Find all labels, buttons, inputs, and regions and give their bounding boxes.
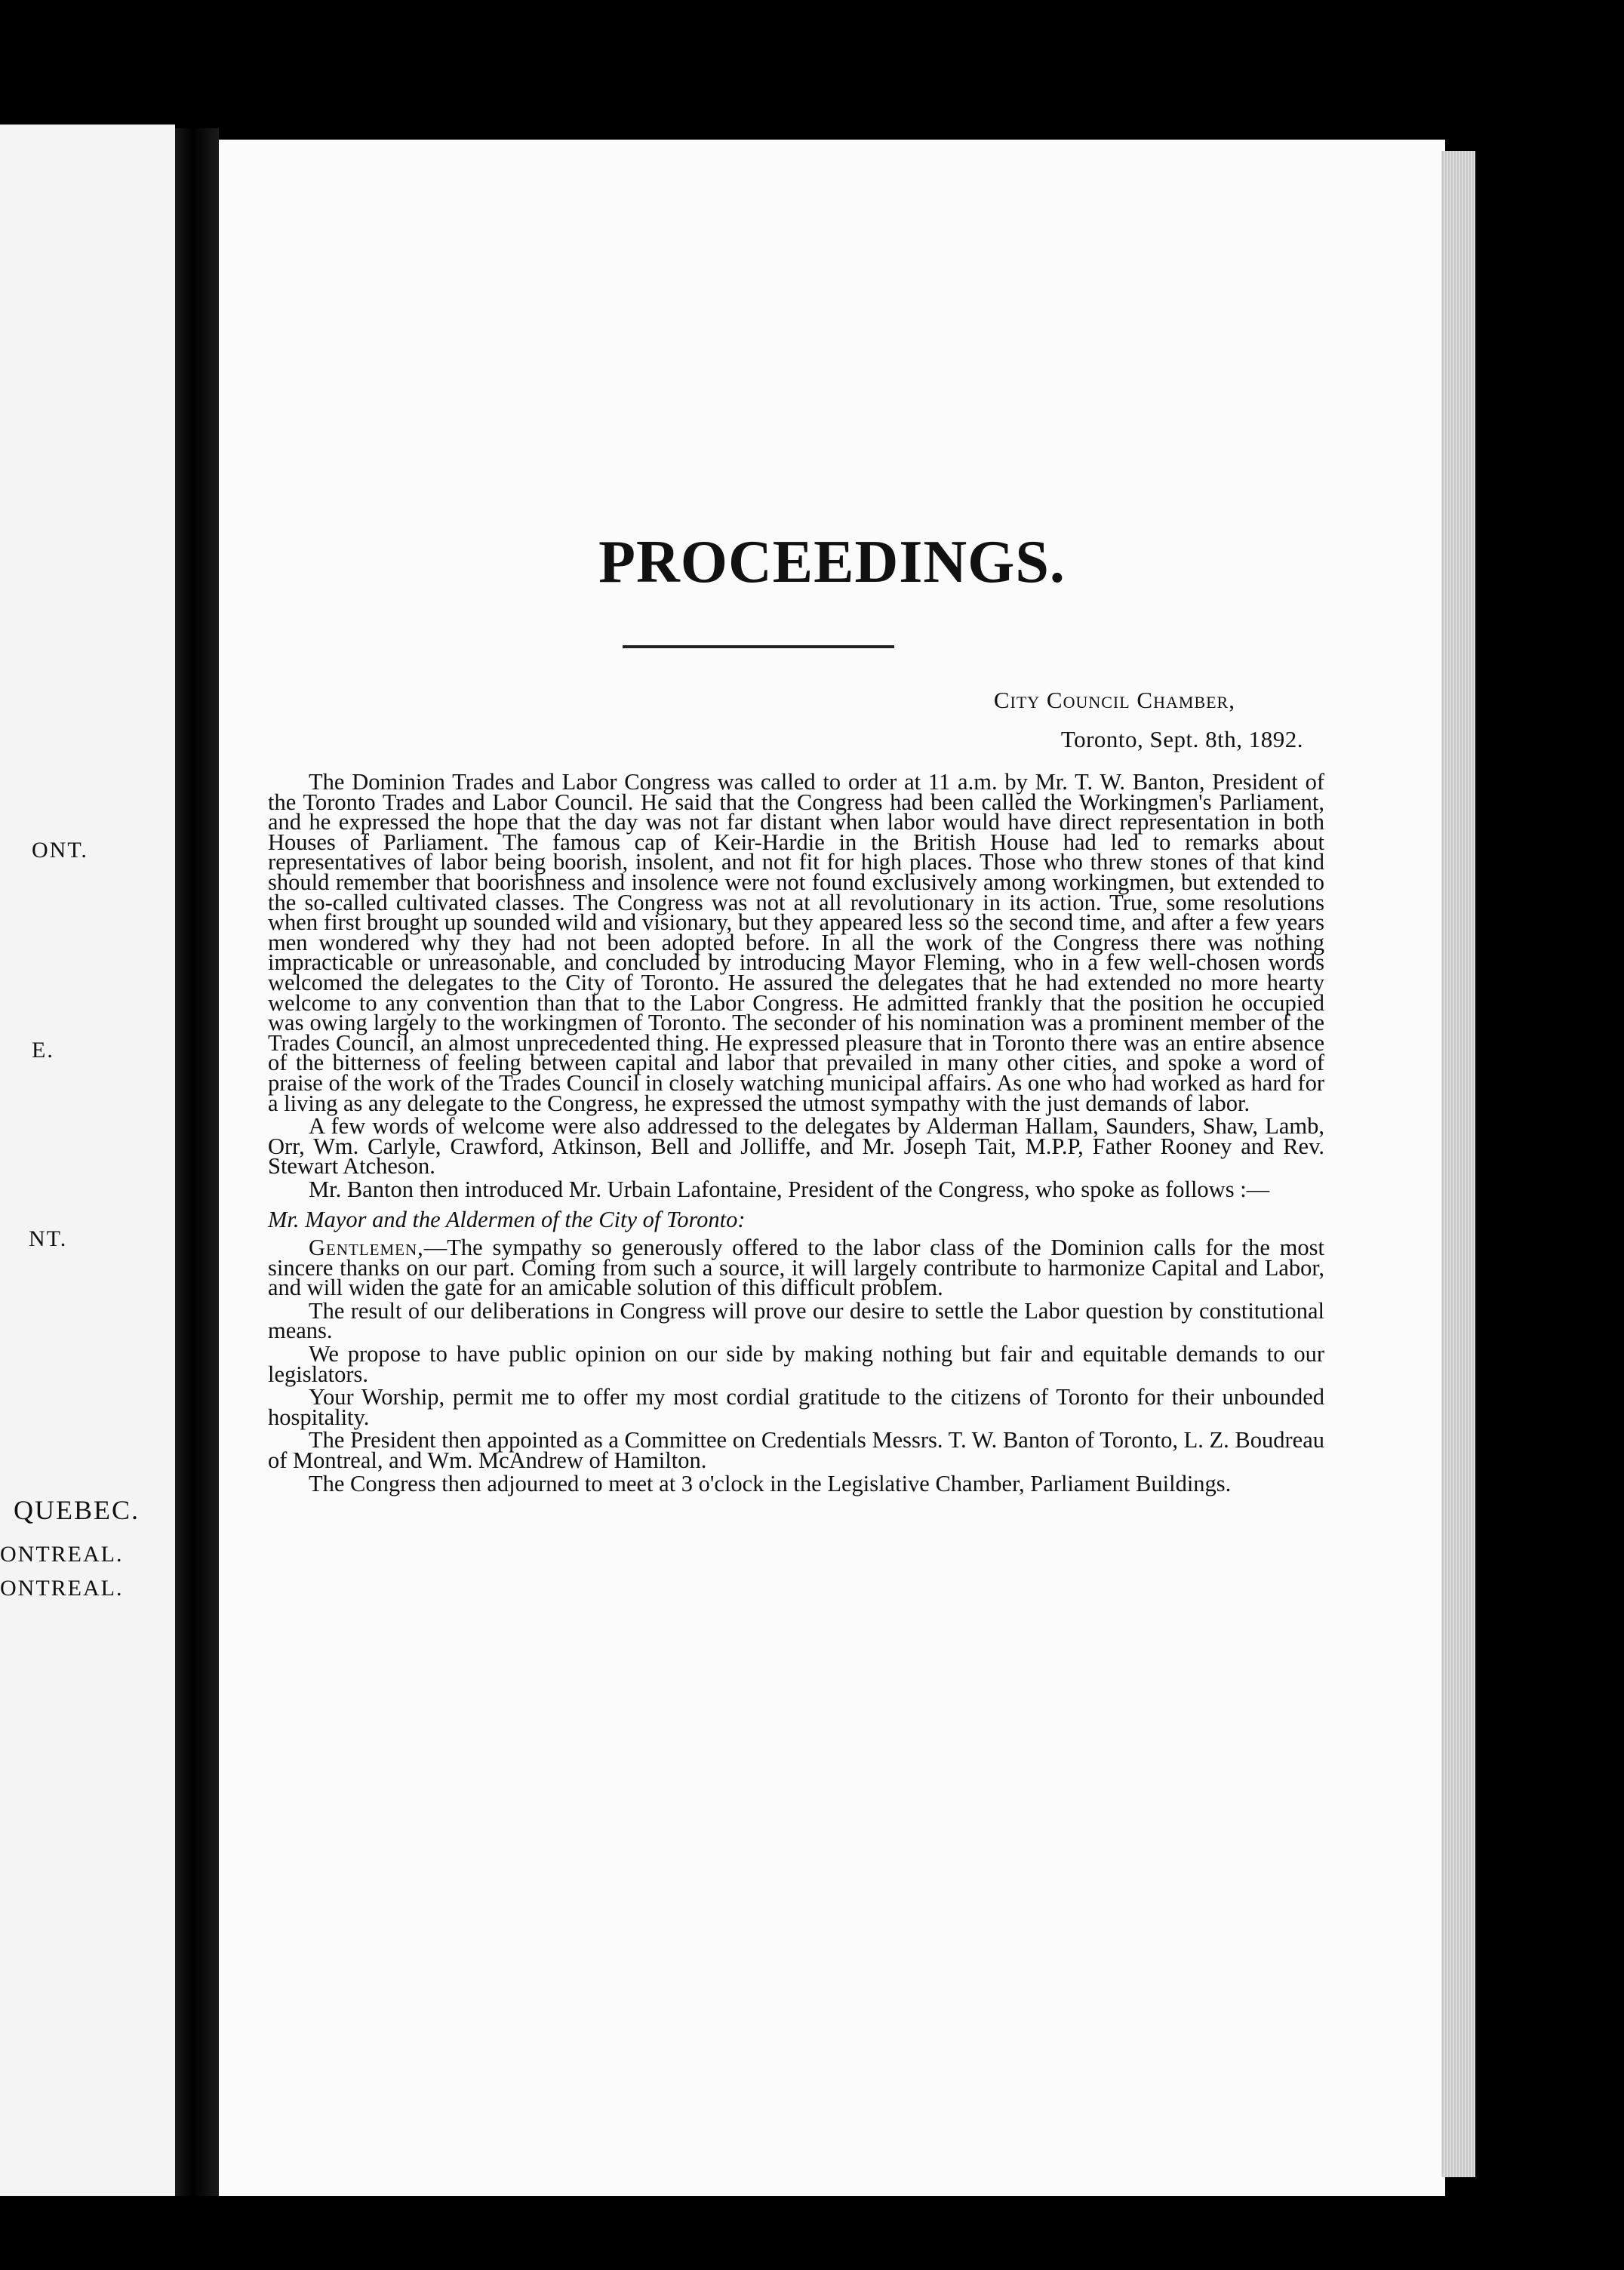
- speech-paragraph: Your Worship, permit me to offer my most cordial gratitude to the citizens of Toronto for their unbounded hospitality.: [268, 1384, 1324, 1430]
- speech-paragraph: We propose to have public opinion on our side by making nothing but fair and equitable demands to our legislators.: [268, 1341, 1324, 1387]
- left-page-fragment: E.: [32, 1038, 54, 1063]
- page-block-edges: [1441, 151, 1475, 2177]
- body-text: [268, 769, 1324, 1496]
- dateline-city-date: Toronto, Sept. 8th, 1892.: [1060, 726, 1303, 752]
- left-page-fragment: ONTREAL.: [0, 1576, 124, 1601]
- book-gutter: [175, 128, 219, 2196]
- paragraph: Mr. Banton then introduced Mr. Urbain Lafontaine, President of the Congress, who spoke as follows :—: [309, 1176, 1270, 1202]
- speech-salutation: Mr. Mayor and the Aldermen of the City of Toronto:: [268, 1207, 746, 1233]
- left-facing-page: [0, 125, 175, 2196]
- speech-paragraph: [268, 1235, 1324, 1301]
- paragraph: The Dominion Trades and Labor Congress was called to order at 11 a.m. by Mr. T. W. Banton, President of the Toronto Trades and Labor Council. He said that the Congress had been called the Workingmen's Parliament, and he expressed the hope that the day was not far distant when labor would have direct representation in both Houses of Parliament. The famous cap of Keir-Hardie in the British House had led to remarks about representatives of labor being boorish, insolent, and not fit for high places. Those who threw stones of that kind should remember that boorishness and insolence were not found exclusively among workingmen, but extended to the so-called cultivated classes. The Congress was not at all revolutionary in its action. True, some resolutions when first brought up sounded wild and visionary, but they appeared less so the second time, and after a few years men wondered why they had not been adopted before. In all the work of the Congress there was nothing impracticable or unreasonable, and concluded by introducing Mayor Fleming, who in a few well-chosen words welcomed the delegates to the City of Toronto. He assured the delegates that he had extended no more hearty welcome to any convention than that to the Labor Congress. He admitted frankly that the position he occupied was owing largely to the workingmen of Toronto. The seconder of his nomination was a prominent member of the Trades Council, an almost unprecedented thing. He expressed pleasure that in Toronto there was an entire absence of the bitterness of feeling between capital and labor that prevailed in many other cities, and spoke a word of praise of the work of the Trades Council in closely watching municipal affairs. As one who had worked as hard for a living as any delegate to the Congress, he expressed the utmost sympathy with the just demands of labor.: [268, 769, 1324, 1116]
- left-page-fragment: ONT.: [32, 838, 88, 863]
- right-page: [219, 140, 1445, 2196]
- paragraph: A few words of welcome were also addressed to the delegates by Alderman Hallam, Saunders, Shaw, Lamb, Orr, Wm. Carlyle, Crawford, Atkinson, Bell and Jolliffe, and Mr. Joseph Tait, M.P.P, Father Rooney and Rev. Stewart Atcheson.: [268, 1113, 1324, 1180]
- left-page-fragment: ONTREAL.: [0, 1542, 124, 1567]
- heading-rule: [623, 645, 894, 648]
- paragraph: The Congress then adjourned to meet at 3 o'clock in the Legislative Chamber, Parliament Buildings.: [309, 1470, 1232, 1496]
- dateline-place: City Council Chamber,: [993, 687, 1235, 713]
- page-title: PROCEEDINGS.: [598, 529, 1066, 595]
- left-page-fragment: NT.: [29, 1226, 68, 1251]
- left-page-fragment: QUEBEC.: [14, 1495, 140, 1525]
- speech-paragraph-text: —The sympathy so generously offered to the labor class of the Dominion calls for the most sincere thanks on our part. Coming from such a source, it will largely contribute to harmonize Capital and Labor, and will widen the gate for an amicable solution of this difficult problem.: [268, 1235, 1324, 1301]
- paragraph: The President then appointed as a Committee on Credentials Messrs. T. W. Banton of Toronto, L. Z. Boudreau of Montreal, and Wm. McAndrew of Hamilton.: [268, 1427, 1324, 1473]
- speech-paragraph: The result of our deliberations in Congress will prove our desire to settle the Labor question by constitutional means.: [268, 1297, 1324, 1344]
- speech-address-word: Gentlemen,: [309, 1235, 424, 1261]
